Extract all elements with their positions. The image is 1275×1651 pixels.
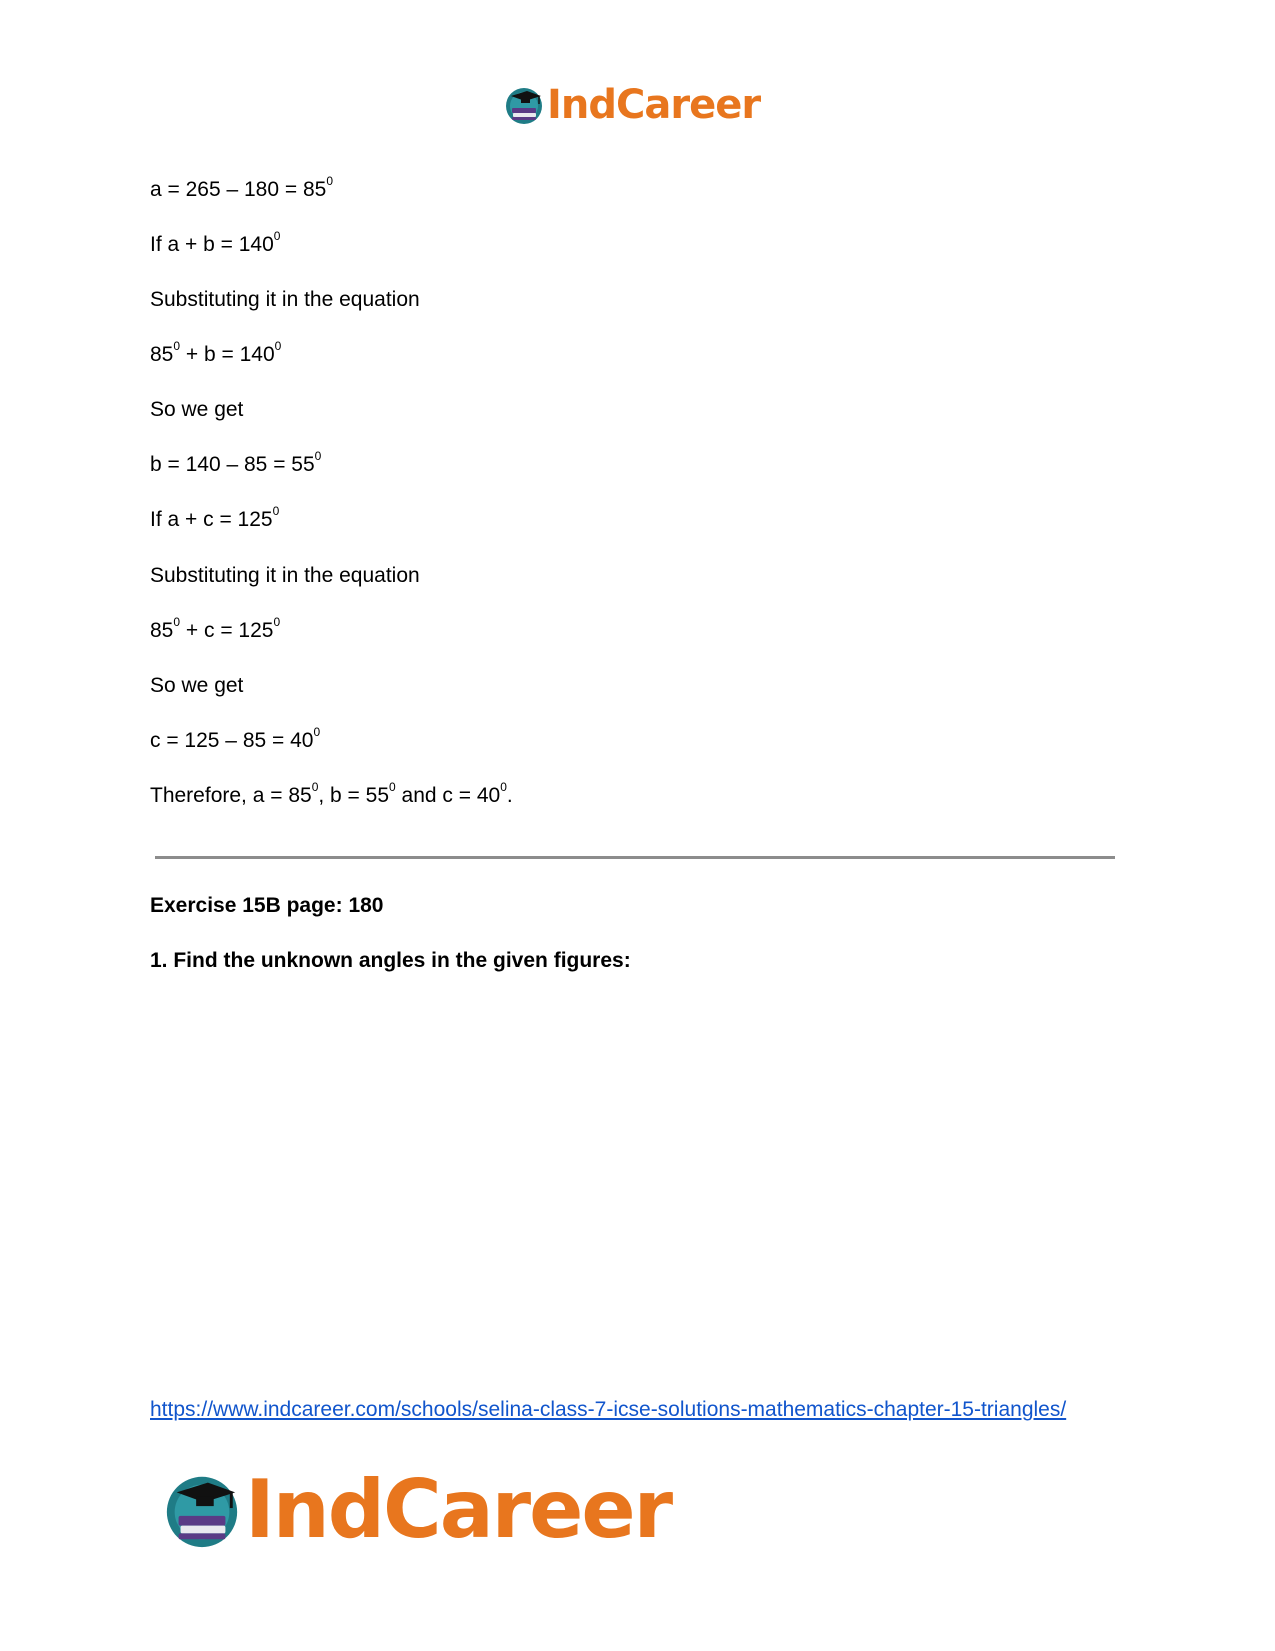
text: 85 xyxy=(150,343,174,366)
text: So we get xyxy=(150,674,244,697)
degree-sup: 0 xyxy=(173,615,181,629)
text-line xyxy=(150,673,243,699)
text: b = 140 – 85 = 55 xyxy=(150,453,315,476)
indcareer-logo-header xyxy=(503,80,760,130)
text: Therefore, a = 85 xyxy=(150,784,312,807)
text-line xyxy=(150,563,420,589)
equation-line xyxy=(150,449,322,478)
text: Substituting it in the equation xyxy=(150,564,420,587)
text: . xyxy=(506,784,513,807)
source-url-link[interactable]: https://www.indcareer.com/schools/selina-class-7-icse-solutions-mathematics-chapter-15-triangles/ xyxy=(150,1398,1067,1421)
text: If a + c = 125 xyxy=(150,508,273,531)
text: So we get xyxy=(150,398,244,421)
text: 85 xyxy=(150,619,174,642)
graduation-books-icon xyxy=(161,1469,243,1551)
degree-sup: 0 xyxy=(389,780,396,794)
equation-line xyxy=(150,339,282,368)
degree-sup: 0 xyxy=(273,229,281,243)
question-text: 1. Find the unknown angles in the given figures: xyxy=(150,949,631,972)
graduation-books-icon xyxy=(503,84,545,126)
degree-sup: 0 xyxy=(326,174,334,188)
indcareer-logo-footer xyxy=(161,1465,671,1555)
logo-wordmark: IndCareer xyxy=(547,82,761,128)
equation-line xyxy=(150,725,321,754)
degree-sup: 0 xyxy=(314,449,322,463)
equation-line xyxy=(150,504,280,533)
equation-line xyxy=(150,229,281,258)
text: , b = 55 xyxy=(318,784,390,807)
equation-line xyxy=(150,174,334,203)
text: + b = 140 xyxy=(180,343,275,366)
text: a = 265 – 180 = 85 xyxy=(150,178,327,201)
degree-sup: 0 xyxy=(311,780,319,794)
text-line xyxy=(150,287,420,313)
conclusion-line xyxy=(150,780,513,809)
degree-sup: 0 xyxy=(313,725,321,739)
equation-line xyxy=(150,615,281,644)
text: If a + b = 140 xyxy=(150,233,274,256)
text: + c = 125 xyxy=(180,619,274,642)
exercise-heading: Exercise 15B page: 180 xyxy=(150,894,384,917)
degree-sup: 0 xyxy=(273,615,281,629)
degree-sup: 0 xyxy=(500,780,507,794)
text: Substituting it in the equation xyxy=(150,288,420,311)
text: c = 125 – 85 = 40 xyxy=(150,729,314,752)
text-line xyxy=(150,397,243,423)
degree-sup: 0 xyxy=(274,339,282,353)
logo-wordmark: IndCareer xyxy=(245,1463,672,1556)
horizontal-divider xyxy=(155,856,1115,859)
degree-sup: 0 xyxy=(173,339,181,353)
degree-sup: 0 xyxy=(272,504,280,518)
text: and c = 40 xyxy=(395,784,501,807)
